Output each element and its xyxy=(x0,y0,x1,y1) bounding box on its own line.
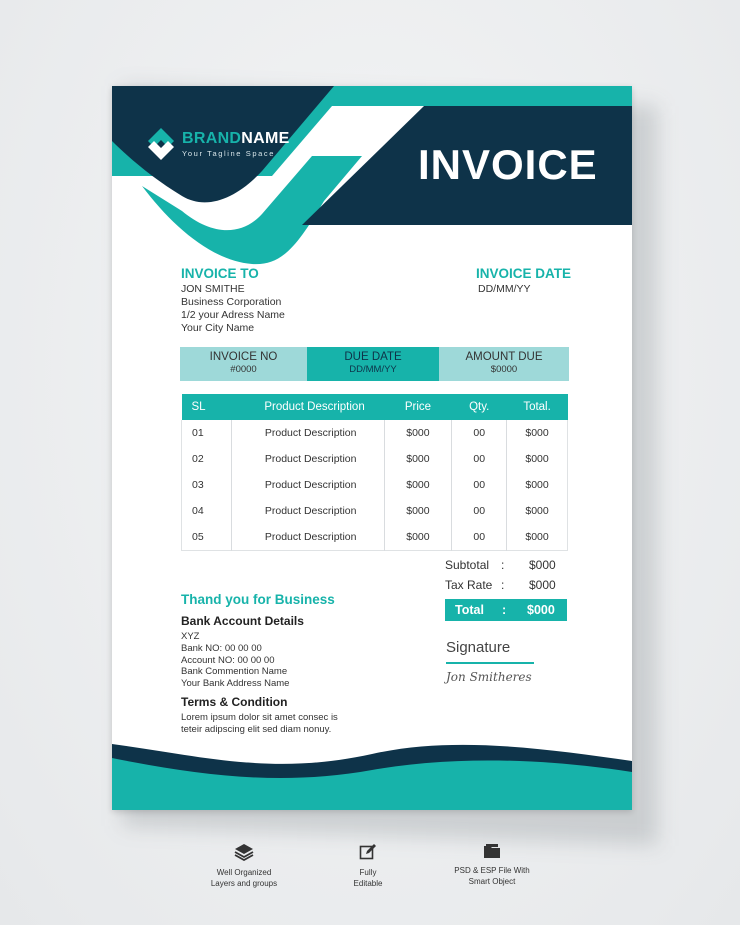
row-price: $000 xyxy=(384,446,452,472)
row-qty: 00 xyxy=(452,472,507,498)
due-date-value: DD/MM/YY xyxy=(349,364,397,375)
due-date-label: DUE DATE xyxy=(344,351,402,363)
row-sl: 04 xyxy=(182,498,232,524)
column-header-total: Total. xyxy=(507,394,568,420)
invoice-date-heading: INVOICE DATE xyxy=(476,266,572,281)
amount-due-value: $0000 xyxy=(490,364,518,375)
invoice-to-heading: INVOICE TO xyxy=(181,266,259,281)
brand-block xyxy=(148,128,290,165)
tax-rate-separator: : xyxy=(501,578,505,592)
brand-logo-icon xyxy=(148,128,174,160)
row-price: $000 xyxy=(384,524,452,551)
bank-line: Bank NO: 00 00 00 xyxy=(181,642,262,654)
brand-name-highlight: BRAND xyxy=(182,130,242,147)
table-row xyxy=(182,472,568,498)
client-city: Your City Name xyxy=(181,322,255,334)
items-table xyxy=(181,394,568,551)
tax-rate-value: $000 xyxy=(529,578,556,592)
feature-line: Editable xyxy=(353,879,383,888)
row-total: $000 xyxy=(525,531,549,543)
table-row xyxy=(182,524,568,551)
table-row xyxy=(182,498,568,524)
folder-icon xyxy=(483,843,501,859)
feature-line: Well Organized xyxy=(216,868,272,877)
row-total: $000 xyxy=(525,479,549,491)
brand-tagline: Your Tagline Space xyxy=(182,149,276,158)
row-qty: 00 xyxy=(452,498,507,524)
row-description: Product Description xyxy=(231,472,384,498)
total-value: $000 xyxy=(527,603,555,617)
feature-line: Layers and groups xyxy=(210,879,278,888)
row-sl: 03 xyxy=(182,472,232,498)
feature-line: PSD & ESP File With xyxy=(454,866,530,875)
row-qty: 00 xyxy=(452,524,507,551)
terms-line: teteir adipscing elit sed diam nonuy. xyxy=(181,724,332,735)
row-description: Product Description xyxy=(231,446,384,472)
row-sl: 05 xyxy=(182,524,232,551)
total-separator: : xyxy=(502,603,507,617)
thanks-heading: Thand you for Business xyxy=(181,592,335,607)
layers-icon xyxy=(234,843,254,861)
brand-name-rest: NAME xyxy=(241,130,290,147)
row-price: $000 xyxy=(384,472,452,498)
total-label: Total xyxy=(455,603,484,617)
row-description: Product Description xyxy=(231,498,384,524)
feature-editable xyxy=(298,843,438,889)
invoice-no-cell xyxy=(180,347,307,381)
invoice-no-value: #0000 xyxy=(230,364,257,375)
subtotal-label: Subtotal xyxy=(445,558,490,572)
bank-line: Bank Commention Name xyxy=(181,666,288,678)
invoice-date-value: DD/MM/YY xyxy=(478,283,531,295)
bank-heading: Bank Account Details xyxy=(181,614,304,628)
row-description: Product Description xyxy=(231,524,384,551)
column-header-qty: Qty. xyxy=(452,394,507,420)
amount-due-cell xyxy=(439,347,569,381)
invoice-info-bar xyxy=(180,347,569,381)
total-bar xyxy=(445,599,567,621)
subtotal-separator: : xyxy=(501,558,505,572)
client-address: 1/2 your Adress Name xyxy=(181,309,285,321)
terms-text xyxy=(181,712,338,736)
row-sl: 01 xyxy=(182,420,232,446)
brand-name xyxy=(182,130,290,148)
bank-line: XYZ xyxy=(181,631,200,642)
bank-details xyxy=(181,631,289,690)
table-row xyxy=(182,420,568,446)
tax-rate-label: Tax Rate xyxy=(445,578,493,592)
edit-icon xyxy=(359,843,377,861)
column-header-sl: SL xyxy=(182,394,232,420)
invoice-no-label: INVOICE NO xyxy=(209,351,278,363)
subtotal-value: $000 xyxy=(529,558,556,572)
row-price: $000 xyxy=(384,420,452,446)
row-qty: 00 xyxy=(452,420,507,446)
row-description: Product Description xyxy=(231,420,384,446)
signature-handwriting: Jon Smitheres xyxy=(446,670,532,684)
table-row xyxy=(182,446,568,472)
row-sl: 02 xyxy=(182,446,232,472)
terms-line: Lorem ipsum dolor sit amet consec is xyxy=(181,712,338,723)
invoice-to-block xyxy=(181,266,285,335)
client-company: Business Corporation xyxy=(181,296,282,308)
row-total: $000 xyxy=(525,505,549,517)
bank-line: Account NO: 00 00 00 xyxy=(181,654,275,666)
row-price: $000 xyxy=(384,498,452,524)
feature-line: Smart Object xyxy=(468,877,516,886)
invoice-title: INVOICE xyxy=(418,141,598,188)
invoice-date-block xyxy=(476,266,571,296)
table-header-row xyxy=(182,394,568,420)
bank-line: Your Bank Address Name xyxy=(181,678,290,690)
terms-heading: Terms & Condition xyxy=(181,695,288,709)
signature-label: Signature xyxy=(446,639,511,656)
row-total: $000 xyxy=(525,453,549,465)
feature-layers xyxy=(174,843,314,889)
column-header-description: Product Description xyxy=(231,394,384,420)
row-qty: 00 xyxy=(452,446,507,472)
client-name: JON SMITHE xyxy=(181,283,245,295)
due-date-cell xyxy=(307,347,439,381)
feature-files xyxy=(422,843,562,887)
row-total: $000 xyxy=(525,427,549,439)
amount-due-label: AMOUNT DUE xyxy=(465,351,543,363)
invoice-page xyxy=(112,86,632,810)
column-header-price: Price xyxy=(384,394,452,420)
feature-line: Fully xyxy=(359,868,377,877)
